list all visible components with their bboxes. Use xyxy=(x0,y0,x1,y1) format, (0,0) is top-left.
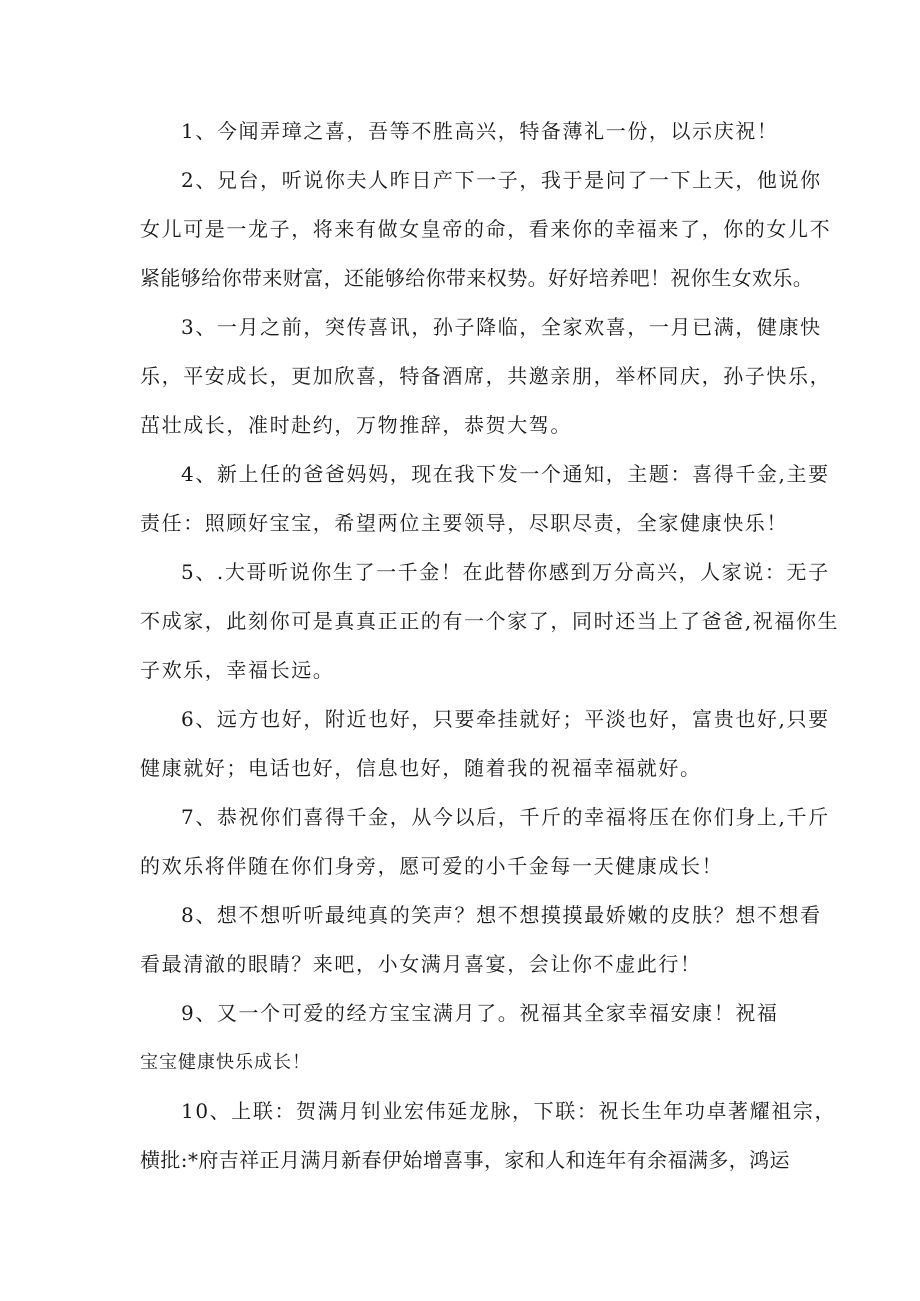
paragraph-7-line-2: 的欢乐将伴随在你们身旁，愿可爱的小千金每一天健康成长！ xyxy=(140,854,724,878)
paragraph-2-line-2: 女儿可是一龙子，将来有做女皇帝的命，看来你的幸福来了，你的女儿不 xyxy=(140,217,832,241)
paragraph-5-line-2: 不成家，此刻你可是真真正正的有一个家了，同时还当上了爸爸,祝福你生 xyxy=(140,609,840,633)
paragraph-5-line-1: 5、.大哥听说你生了一千金！在此替你感到万分高兴，人家说：无子 xyxy=(181,560,830,584)
paragraph-6-line-1: 6、远方也好，附近也好，只要牵挂就好；平淡也好，富贵也好,只要 xyxy=(181,707,830,731)
paragraph-9-line-2: 宝宝健康快乐成长！ xyxy=(140,1052,311,1073)
paragraph-4-line-2: 责任：照顾好宝宝，希望两位主要领导，尽职尽责，全家健康快乐！ xyxy=(140,511,788,535)
paragraph-10-line-2: 横批:*府吉祥正月满月新春伊始增喜事，家和人和连年有余福满多，鸿运 xyxy=(140,1148,790,1172)
paragraph-4-line-1: 4、新上任的爸爸妈妈，现在我下发一个通知，主题：喜得千金,主要 xyxy=(181,462,830,486)
paragraph-2-line-1: 2、兄台，听说你夫人昨日产下一子，我于是问了一下上天，他说你 xyxy=(181,168,822,192)
paragraph-2-line-3: 紧能够给你带来财富，还能够给你带来权势。好好培养吧！祝你生女欢乐。 xyxy=(140,266,814,290)
paragraph-5-line-3: 子欢乐，幸福长远。 xyxy=(140,658,335,682)
paragraph-3-line-2: 乐，平安成长，更加欣喜，特备酒席，共邀亲朋，举杯同庆，孙子快乐， xyxy=(140,364,832,388)
paragraph-9-line-1: 9、又一个可爱的经方宝宝满月了。祝福其全家幸福安康！祝福 xyxy=(181,1001,779,1025)
paragraph-3-line-3: 茁壮成长，准时赴约，万物推辞，恭贺大驾。 xyxy=(140,413,572,437)
paragraph-8-line-1: 8、想不想听听最纯真的笑声？想不想摸摸最娇嫩的皮肤？想不想看 xyxy=(181,903,822,927)
paragraph-3-line-1: 3、一月之前，突传喜讯，孙子降临，全家欢喜，一月已满，健康快 xyxy=(181,315,822,339)
paragraph-6-line-2: 健康就好；电话也好，信息也好，随着我的祝福幸福就好。 xyxy=(140,756,702,780)
paragraph-1-line-1: 1、今闻弄璋之喜，吾等不胜高兴，特备薄礼一份，以示庆祝！ xyxy=(181,119,779,143)
paragraph-8-line-2: 看最清澈的眼睛？来吧，小女满月喜宴，会让你不虚此行！ xyxy=(140,952,702,976)
paragraph-7-line-1: 7、恭祝你们喜得千金，从今以后，千斤的幸福将压在你们身上,千斤 xyxy=(181,805,830,829)
paragraph-10-line-1: 10、上联：贺满月钊业宏伟延龙脉，下联：祝长生年功卓著耀祖宗， xyxy=(181,1099,837,1123)
